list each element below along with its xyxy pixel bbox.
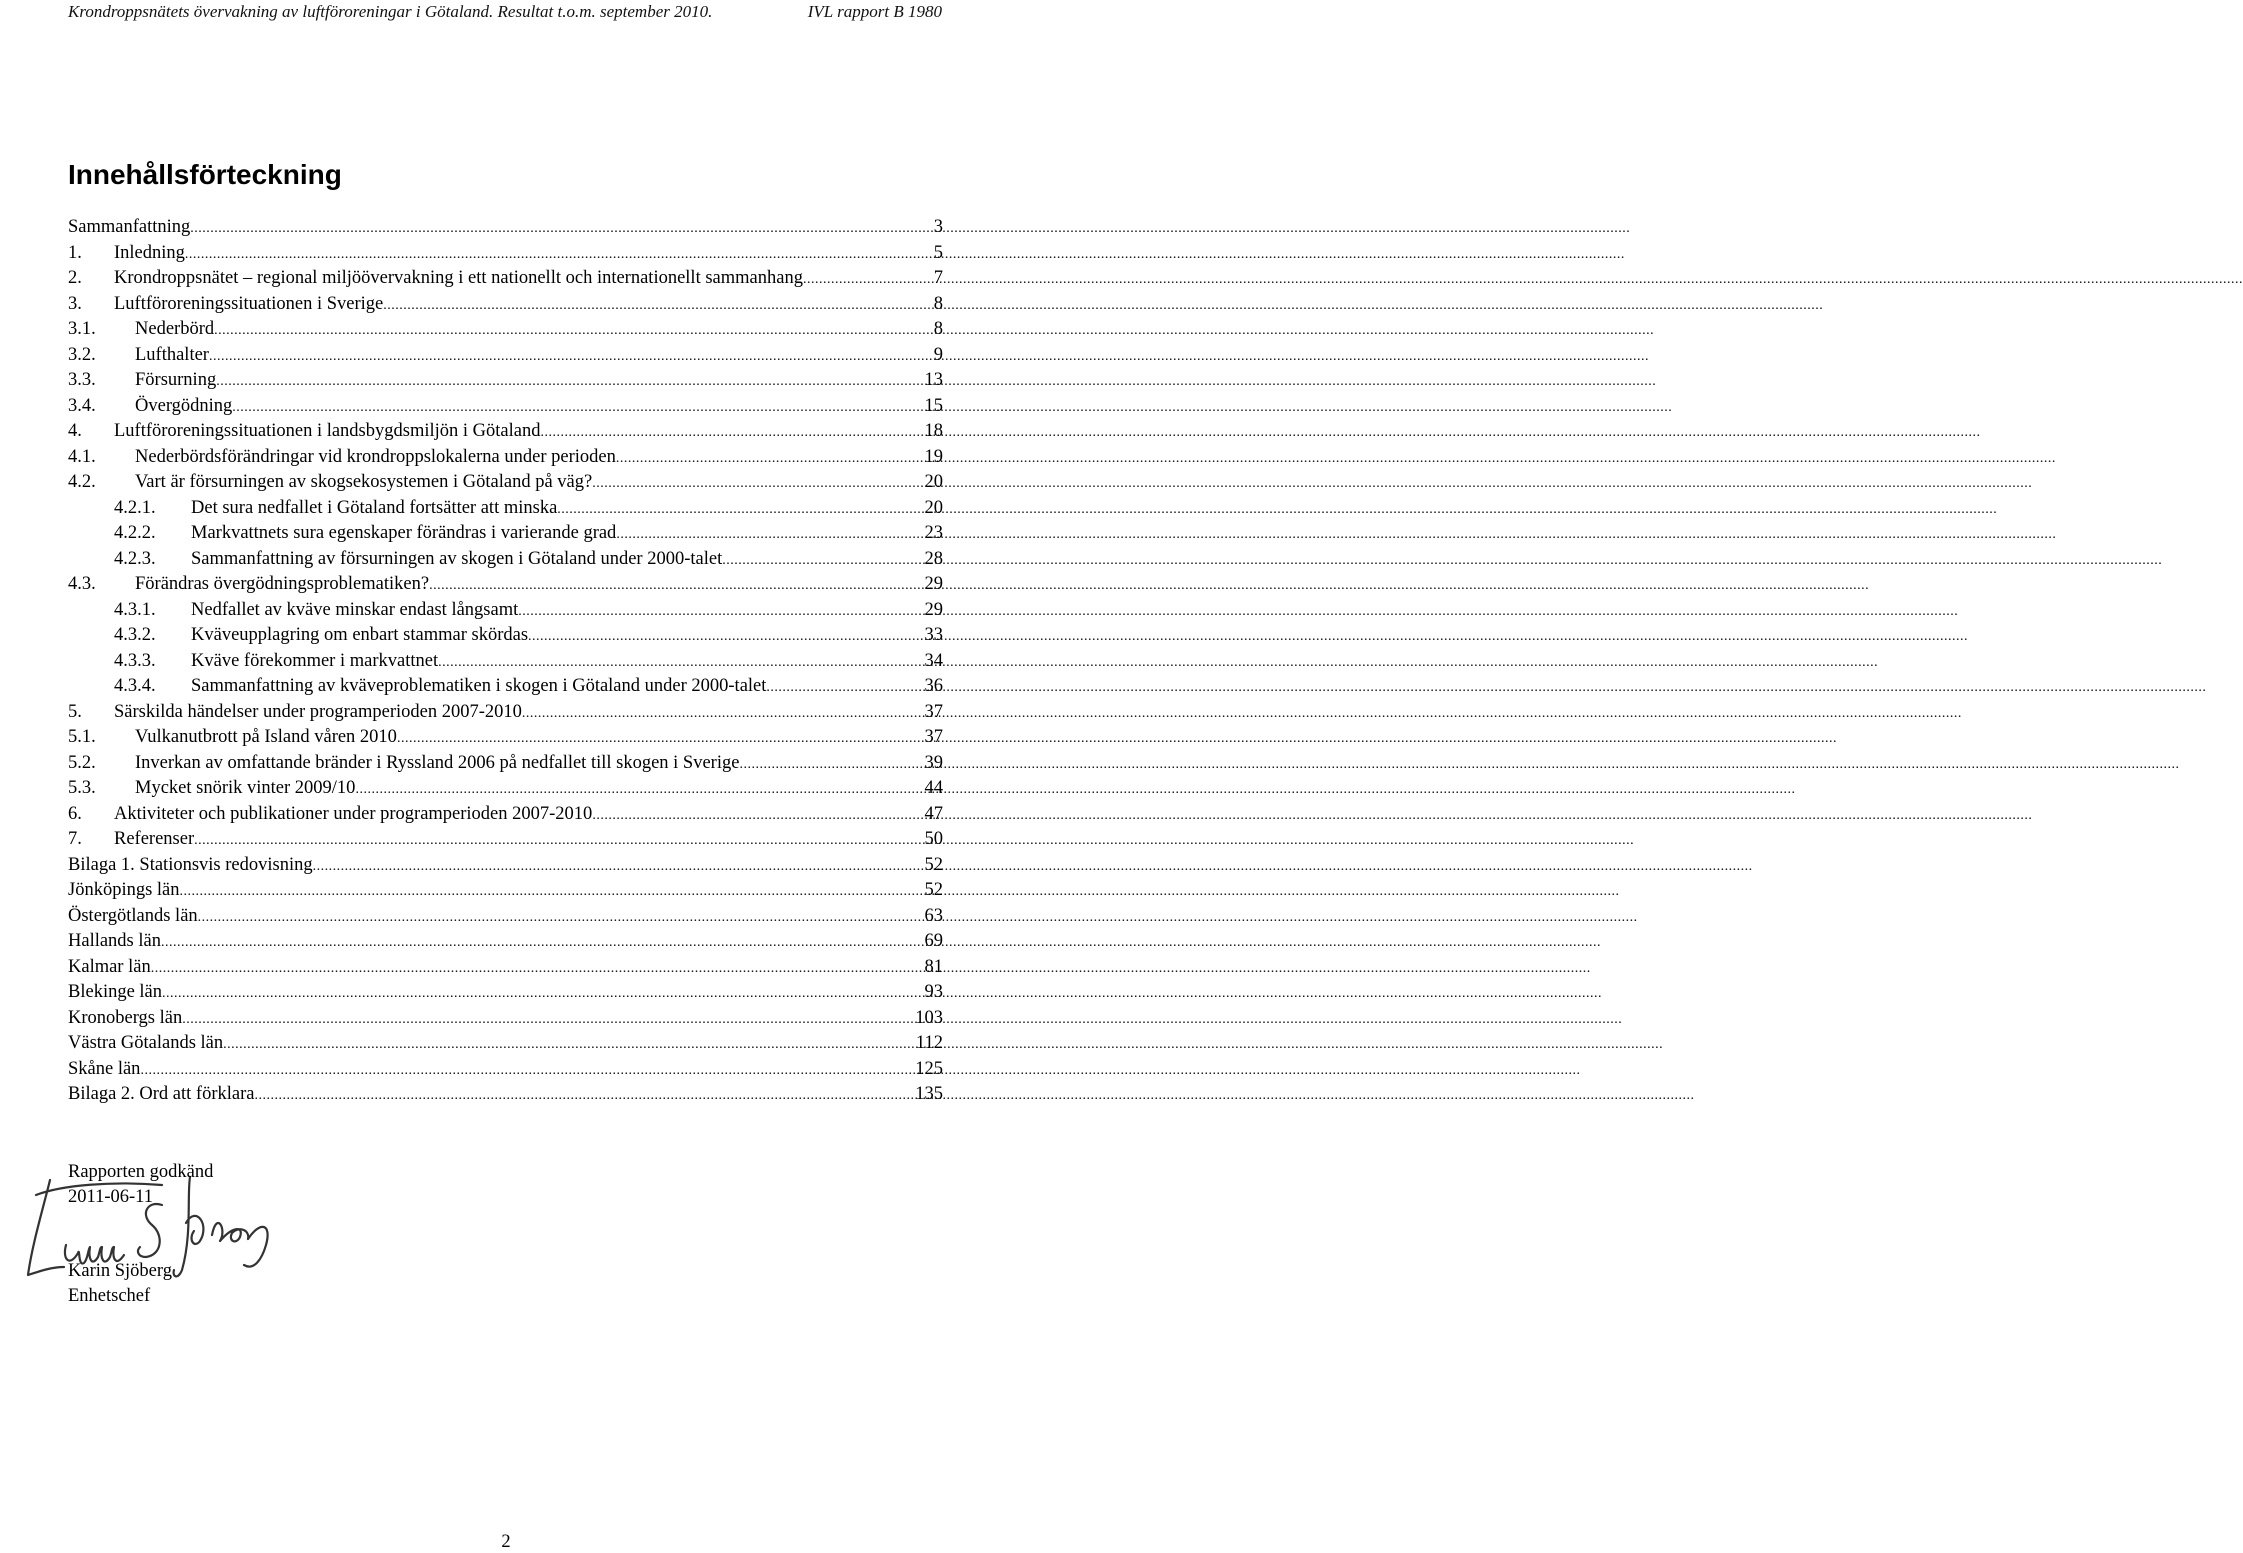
toc-entry[interactable]	[68, 623, 943, 649]
toc-entry[interactable]	[68, 827, 943, 853]
toc-entry[interactable]	[68, 292, 943, 318]
toc-entry-page: 103	[915, 1007, 943, 1028]
toc-leader-dots	[161, 930, 924, 956]
toc-entry-page: 18	[924, 421, 943, 441]
toc-leader-dots	[557, 497, 923, 523]
toc-leader-dots	[616, 446, 924, 472]
toc-entry-title: Vart är försurningen av skogsekosystemen i Götaland på väg?	[135, 472, 593, 492]
toc-entry[interactable]	[68, 547, 943, 573]
toc-entry-page: 52	[924, 880, 943, 900]
toc-entry-page: 15	[924, 395, 943, 416]
toc-entry[interactable]	[68, 725, 943, 751]
toc-entry-page: 5	[933, 242, 943, 263]
toc-entry[interactable]	[68, 802, 943, 828]
toc-entry-number: 4.2.3.	[114, 548, 156, 569]
toc-entry-title: Mycket snörik vinter 2009/10	[135, 778, 356, 798]
toc-entry[interactable]	[68, 904, 943, 930]
toc-entry-number: 4.3.	[68, 574, 96, 594]
toc-entry-title: Nedfallet av kväve minskar endast långsamt	[191, 599, 519, 620]
header-title: Krondroppsnätets övervakning av luftföroreningar i Götaland. Resultat t.o.m. september 2010.	[68, 2, 713, 21]
toc-leader-dots	[528, 624, 923, 650]
toc-entry-page: 23	[924, 523, 943, 543]
approval-date: 2011-06-11	[68, 1187, 153, 1207]
toc-leader-dots	[592, 471, 923, 497]
approval-block	[68, 1160, 213, 1210]
toc-entry-title: Nederbörd	[135, 319, 215, 339]
toc-entry-page: 9	[933, 344, 943, 365]
signer-block	[68, 1259, 172, 1309]
toc-entry-title: Kronobergs län	[68, 1007, 183, 1028]
toc-entry-title: Hallands län	[68, 931, 161, 951]
toc-leader-dots	[592, 803, 923, 829]
toc-entry-number: 5.1.	[68, 727, 96, 747]
toc-entry-title: Referenser	[114, 829, 195, 849]
toc-entry-title: Östergötlands län	[68, 905, 198, 926]
toc-entry-title: Västra Götalands län	[68, 1033, 224, 1053]
toc-leader-dots	[182, 1007, 914, 1033]
toc-leader-dots	[254, 1083, 914, 1109]
toc-entry-page: 33	[924, 625, 943, 645]
toc-entry-number: 4.2.1.	[114, 497, 156, 518]
toc-entry[interactable]	[68, 598, 943, 624]
toc-entry[interactable]	[68, 955, 943, 981]
toc-entry-page: 29	[924, 599, 943, 620]
toc-entry[interactable]	[68, 215, 943, 241]
toc-leader-dots	[162, 981, 923, 1007]
toc-entry-number: 2.	[68, 268, 82, 288]
toc-entry-page: 29	[924, 574, 943, 594]
toc-entry[interactable]	[68, 776, 943, 802]
toc-entry-page: 44	[924, 778, 943, 798]
page-title: Innehållsförteckning	[68, 159, 342, 190]
toc-entry-number: 3.2.	[68, 344, 96, 365]
toc-entry-title: Försurning	[135, 370, 217, 390]
toc-entry-number: 4.3.1.	[114, 599, 156, 620]
toc-leader-dots	[214, 318, 933, 344]
toc-entry-title: Sammanfattning	[68, 217, 191, 237]
toc-leader-dots	[209, 344, 933, 370]
signer-role: Enhetschef	[68, 1286, 151, 1306]
toc-entry-page: 63	[924, 905, 943, 926]
toc-entry-title: Kväve förekommer i markvattnet	[191, 650, 439, 671]
toc-entry-title: Blekinge län	[68, 982, 163, 1002]
toc-entry[interactable]	[68, 1006, 943, 1032]
toc-leader-dots	[355, 777, 923, 803]
toc-entry-page: 28	[924, 548, 943, 569]
running-header	[68, 2, 942, 24]
toc-entry[interactable]	[68, 929, 943, 955]
toc-leader-dots	[216, 369, 923, 395]
toc-entry[interactable]	[68, 496, 943, 522]
toc-entry-number: 5.2.	[68, 752, 96, 773]
toc-entry-title: Övergödning	[135, 395, 233, 416]
toc-entry-page: 69	[924, 931, 943, 951]
toc-entry-page: 47	[924, 803, 943, 824]
toc-leader-dots	[198, 905, 924, 931]
toc-leader-dots	[540, 420, 923, 446]
toc-entry-number: 3.	[68, 293, 82, 314]
header-report-number: IVL rapport B 1980	[807, 2, 942, 21]
toc-entry[interactable]	[68, 343, 943, 369]
toc-entry-number: 4.2.	[68, 472, 96, 492]
toc-leader-dots	[739, 752, 923, 778]
signer-name: Karin Sjöberg	[68, 1261, 172, 1281]
toc-entry-page: 13	[924, 370, 943, 390]
toc-entry-page: 112	[915, 1033, 943, 1053]
toc-entry-page: 8	[933, 319, 943, 339]
toc-entry[interactable]	[68, 419, 943, 445]
toc-entry-title: Förändras övergödningsproblematiken?	[135, 574, 430, 594]
toc-entry-number: 4.	[68, 421, 82, 441]
toc-leader-dots	[140, 1058, 914, 1084]
toc-leader-dots	[313, 854, 924, 880]
toc-entry-page: 20	[924, 497, 943, 518]
toc-leader-dots	[180, 879, 924, 905]
toc-entry-title: Särskilda händelser under programperioden 2007-2010	[114, 701, 522, 722]
toc-entry-title: Kväveupplagring om enbart stammar skördas	[191, 625, 529, 645]
toc-leader-dots	[185, 242, 933, 268]
toc-entry[interactable]	[68, 470, 943, 496]
toc-entry[interactable]	[68, 572, 943, 598]
toc-entry-page: 36	[924, 676, 943, 696]
toc-entry-number: 6.	[68, 803, 82, 824]
toc-entry-title: Det sura nedfallet i Götaland fortsätter att minska	[191, 497, 558, 518]
toc-entry-page: 93	[924, 982, 943, 1002]
toc-entry-title: Bilaga 1. Stationsvis redovisning	[68, 854, 313, 875]
toc-entry-page: 3	[933, 217, 943, 237]
toc-leader-dots	[151, 956, 924, 982]
toc-leader-dots	[803, 267, 933, 293]
toc-entry-title: Skåne län	[68, 1058, 141, 1079]
toc-leader-dots	[383, 293, 933, 319]
toc-leader-dots	[766, 675, 923, 701]
toc-entry-title: Sammanfattning av kväveproblematiken i skogen i Götaland under 2000-talet	[191, 676, 767, 696]
toc-leader-dots	[518, 599, 923, 625]
toc-entry-number: 4.1.	[68, 446, 96, 467]
toc-entry-number: 4.2.2.	[114, 523, 156, 543]
toc-entry-page: 37	[924, 727, 943, 747]
toc-entry[interactable]	[68, 980, 943, 1006]
toc-entry[interactable]	[68, 649, 943, 675]
toc-leader-dots	[616, 522, 923, 548]
toc-entry[interactable]	[68, 394, 943, 420]
toc-entry-number: 7.	[68, 829, 82, 849]
toc-entry[interactable]	[68, 368, 943, 394]
toc-entry-title: Lufthalter	[135, 344, 209, 365]
toc-entry-title: Kalmar län	[68, 956, 151, 977]
toc-entry-page: 7	[933, 268, 943, 288]
toc-entry-number: 5.	[68, 701, 82, 722]
approval-label: Rapporten godkänd	[68, 1162, 214, 1182]
toc-entry-number: 3.1.	[68, 319, 96, 339]
toc-entry-page: 39	[924, 752, 943, 773]
toc-leader-dots	[429, 573, 923, 599]
page-number: 2	[501, 1532, 511, 1552]
toc-entry-number: 3.4.	[68, 395, 96, 416]
toc-entry-number: 1.	[68, 242, 82, 263]
toc-entry-page: 34	[924, 650, 943, 671]
toc-entry[interactable]	[68, 751, 943, 777]
toc-entry-title: Sammanfattning av försurningen av skogen i Götaland under 2000-talet	[191, 548, 723, 569]
toc-entry-page: 52	[924, 854, 943, 875]
toc-entry-number: 4.3.4.	[114, 676, 156, 696]
toc-entry-page: 135	[915, 1084, 943, 1104]
toc-leader-dots	[232, 395, 923, 421]
toc-entry-title: Vulkanutbrott på Island våren 2010	[135, 727, 397, 747]
toc-entry[interactable]	[68, 1031, 943, 1057]
toc-leader-dots	[522, 701, 924, 727]
toc-entry[interactable]	[68, 1057, 943, 1083]
toc-leader-dots	[223, 1032, 915, 1058]
toc-entry-page: 50	[924, 829, 943, 849]
toc-leader-dots	[438, 650, 923, 676]
toc-entry-title: Aktiviteter och publikationer under programperioden 2007-2010	[114, 803, 593, 824]
toc-entry-number: 5.3.	[68, 778, 96, 798]
toc-leader-dots	[722, 548, 923, 574]
toc-entry-title: Markvattnets sura egenskaper förändras i varierande grad	[191, 523, 617, 543]
toc-entry[interactable]	[68, 241, 943, 267]
toc-entry-number: 3.3.	[68, 370, 96, 390]
toc-entry[interactable]	[68, 1082, 943, 1108]
toc-entry[interactable]	[68, 700, 943, 726]
toc-entry[interactable]	[68, 674, 943, 700]
toc-entry-title: Krondroppsnätet – regional miljöövervakning i ett nationellt och internationellt sammanhang	[114, 268, 803, 288]
toc-entry-title: Luftföroreningssituationen i Sverige	[114, 293, 384, 314]
toc-entry-title: Nederbördsförändringar vid krondroppslokalerna under perioden	[135, 446, 616, 467]
toc-entry[interactable]	[68, 266, 943, 292]
toc-leader-dots	[194, 828, 923, 854]
toc-entry-page: 125	[915, 1058, 943, 1079]
toc-entry-number: 4.3.3.	[114, 650, 156, 671]
toc-entry-page: 20	[924, 472, 943, 492]
toc-entry-page: 81	[924, 956, 943, 977]
toc-leader-dots	[397, 726, 924, 752]
toc-leader-dots	[190, 216, 932, 242]
toc-entry-number: 4.3.2.	[114, 625, 156, 645]
toc-entry[interactable]	[68, 521, 943, 547]
toc-entry-page: 19	[924, 446, 943, 467]
toc-entry-title: Jönköpings län	[68, 880, 180, 900]
toc-entry-title: Bilaga 2. Ord att förklara	[68, 1084, 255, 1104]
toc-entry[interactable]	[68, 317, 943, 343]
toc-entry[interactable]	[68, 853, 943, 879]
toc-entry-title: Inledning	[114, 242, 185, 263]
toc-entry-page: 8	[933, 293, 943, 314]
toc-entry[interactable]	[68, 878, 943, 904]
toc-entry-title: Inverkan av omfattande bränder i Ryssland 2006 på nedfallet till skogen i Sverige	[135, 752, 740, 773]
toc-entry-page: 37	[924, 701, 943, 722]
toc-entry[interactable]	[68, 445, 943, 471]
toc-entry-title: Luftföroreningssituationen i landsbygdsmiljön i Götaland	[114, 421, 541, 441]
table-of-contents	[68, 215, 943, 1108]
